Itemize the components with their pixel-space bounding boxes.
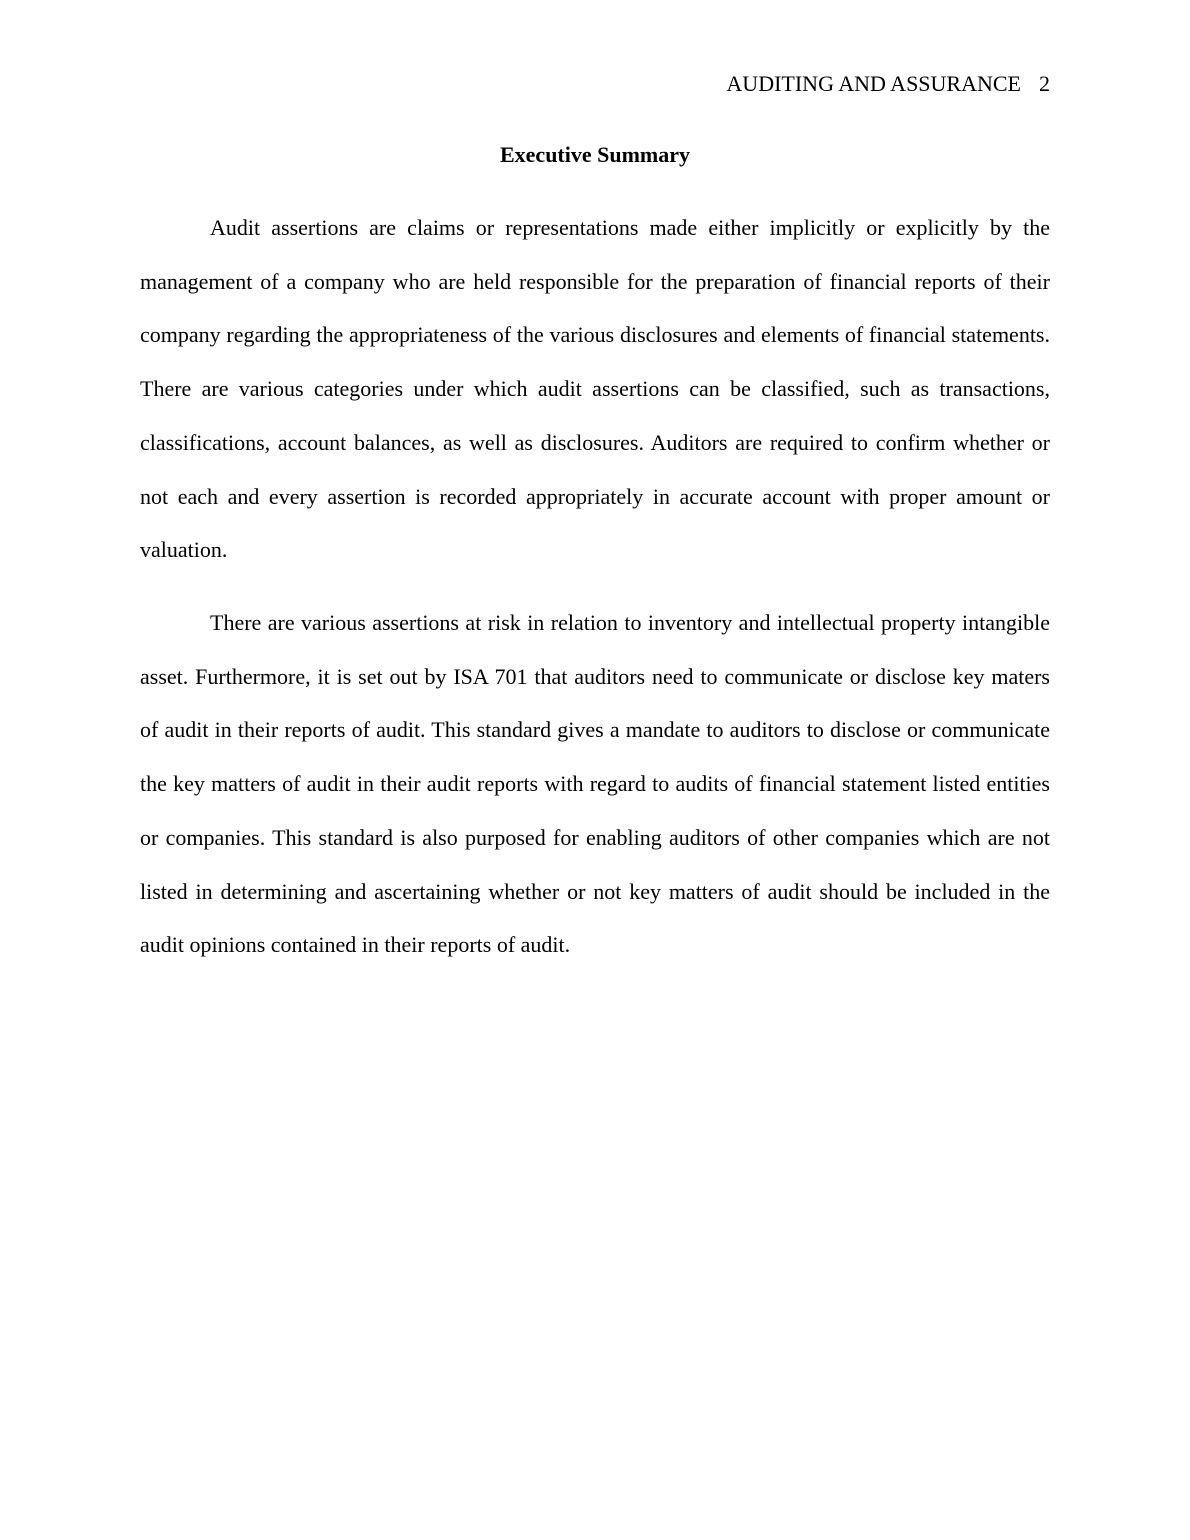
paragraph-1: Audit assertions are claims or representations made either implicitly or explicitly by the management of a company who are held responsible for the preparation of financial reports of their company regarding the appropriateness of the various disclosures and elements of financial statements. There are various categories under which audit assertions can be classified, such as transactions, classifications, account balances, as well as disclosures. Auditors are required to confirm whether or not each and every assertion is recorded appropriately in accurate account with proper amount or valuation.	[140, 215, 1050, 563]
running-head	[726, 70, 1050, 98]
page-number: 2	[1039, 71, 1050, 96]
running-head-title: AUDITING AND ASSURANCE	[726, 71, 1021, 96]
page-title: Executive Summary	[499, 142, 691, 167]
paragraph-2: There are various assertions at risk in relation to inventory and intellectual property intangible asset. Furthermore, it is set out by ISA 701 that auditors need to communicate or disclose key maters of audit in their reports of audit. This standard gives a mandate to auditors to disclose or communicate the key matters of audit in their audit reports with regard to audits of financial statement listed entities or companies. This standard is also purposed for enabling auditors of other companies which are not listed in determining and ascertaining whether or not key matters of audit should be included in the audit opinions contained in their reports of audit.	[140, 610, 1050, 958]
